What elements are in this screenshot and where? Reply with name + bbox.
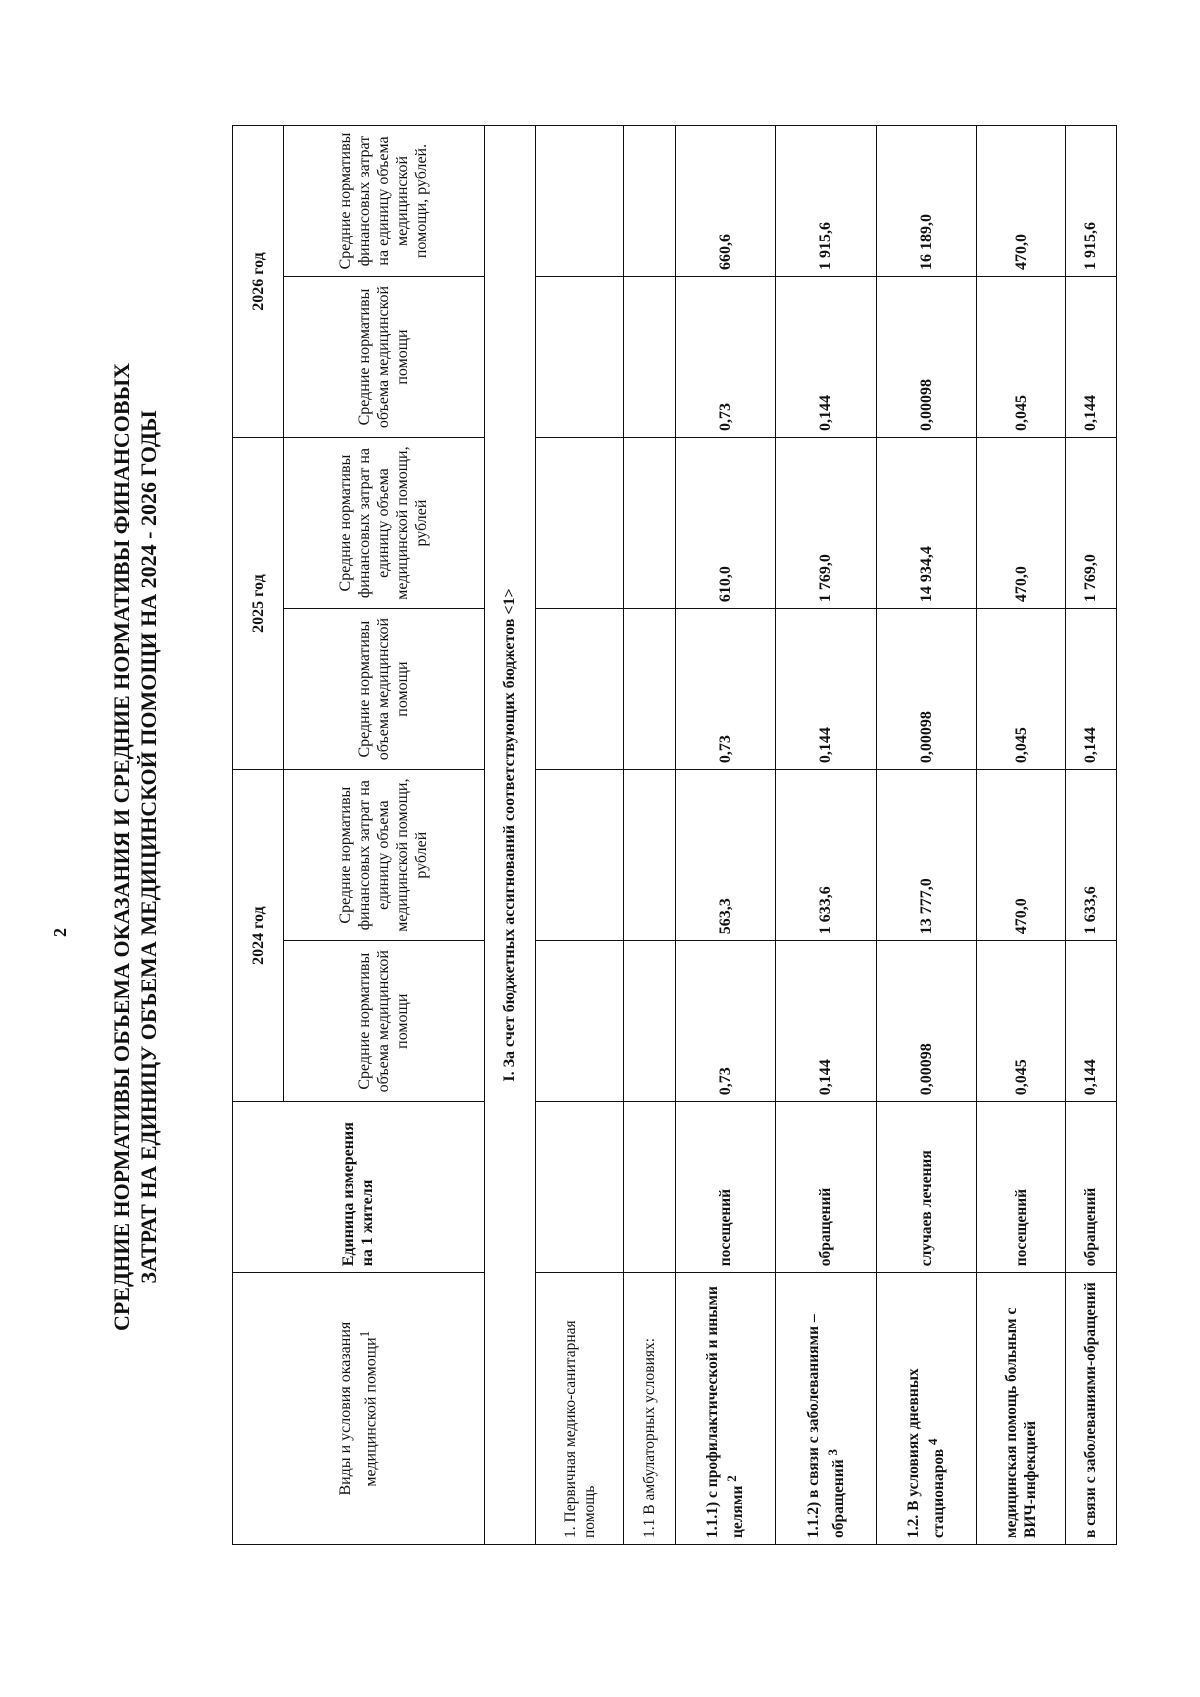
row-label (675, 1273, 776, 1545)
row-label (535, 1273, 624, 1545)
row-value: 0,144 (776, 277, 877, 438)
header-kinds (233, 1273, 485, 1545)
table-row (977, 126, 1066, 1545)
header-vol-2025: Средние нормативы объема медицинской помощи (284, 609, 485, 770)
row-value: 563,3 (675, 770, 776, 941)
header-fin-2025: Средние нормативы финансовых затрат на единицу объема медицинской помощи, рублей (284, 438, 485, 609)
row-value: 1 915,6 (776, 126, 877, 277)
row-value: 16 189,0 (876, 126, 977, 277)
row-label (776, 1273, 877, 1545)
row-value: 470,0 (977, 438, 1066, 609)
page-title (108, 177, 162, 1517)
row-value (624, 277, 675, 438)
title-line-1: СРЕДНИЕ НОРМАТИВЫ ОБЪЕМА ОКАЗАНИЯ И СРЕДНИЕ НОРМАТИВЫ ФИНАНСОВЫХ (109, 363, 134, 1332)
row-unit: обращений (776, 1102, 877, 1273)
section-title: I. За счет бюджетных ассигнований соответствующих бюджетов <1> (484, 126, 535, 1545)
row-footnote: 2 (724, 1475, 740, 1482)
header-kinds-footnote: 1 (357, 1330, 373, 1338)
row-unit: посещений (977, 1102, 1066, 1273)
row-value: 1 633,6 (776, 770, 877, 941)
row-value (535, 438, 624, 609)
row-unit (535, 1102, 624, 1273)
table-body (535, 126, 1116, 1545)
row-value: 0,00098 (876, 941, 977, 1102)
row-label (624, 1273, 675, 1545)
row-value: 0,00098 (876, 277, 977, 438)
row-value (535, 941, 624, 1102)
row-value: 0,144 (1065, 277, 1116, 438)
header-year-2024: 2024 год (233, 770, 284, 1102)
header-row-years (233, 126, 284, 1545)
row-value (624, 126, 675, 277)
header-unit: Единица измерения на 1 жителя (233, 1102, 485, 1273)
row-value: 470,0 (977, 770, 1066, 941)
header-fin-2024: Средние нормативы финансовых затрат на единицу объема медицинской помощи, рублей (284, 770, 485, 941)
row-value: 0,144 (776, 609, 877, 770)
row-value: 1 769,0 (1065, 438, 1116, 609)
row-unit: обращений (1065, 1102, 1116, 1273)
row-value: 0,144 (776, 941, 877, 1102)
row-label (1065, 1273, 1116, 1545)
header-vol-2024: Средние нормативы объема медицинской помощи (284, 941, 485, 1102)
row-label-text: 1.1 В амбулаторных условиях: (640, 1337, 658, 1538)
header-year-2026: 2026 год (233, 126, 284, 438)
row-value: 1 769,0 (776, 438, 877, 609)
row-footnote: 4 (925, 1438, 941, 1446)
row-value (624, 941, 675, 1102)
row-label-text: 1.2. В условиях дневных стационаров (905, 1368, 948, 1538)
row-value: 0,73 (675, 941, 776, 1102)
row-label-text: в связи с заболеваниями-обращений (1082, 1282, 1100, 1538)
row-value (535, 770, 624, 941)
table-row (876, 126, 977, 1545)
row-value: 0,73 (675, 609, 776, 770)
table-row (535, 126, 624, 1545)
row-label-text: 1.1.1) с профилактической и иными целями (704, 1286, 747, 1538)
table-row (675, 126, 776, 1545)
row-value: 0,144 (1065, 609, 1116, 770)
row-label-text: 1.1.2) в связи с заболеваниями – обращений (804, 1314, 847, 1538)
row-value: 14 934,4 (876, 438, 977, 609)
row-value: 13 777,0 (876, 770, 977, 941)
row-value: 0,144 (1065, 941, 1116, 1102)
row-value (535, 277, 624, 438)
row-value: 0,045 (977, 609, 1066, 770)
header-kinds-text: Виды и условия оказания медицинской помощи (337, 1321, 380, 1496)
section-row (484, 126, 535, 1545)
row-value (624, 609, 675, 770)
row-value: 0,73 (675, 277, 776, 438)
header-fin-2026: Средние нормативы финансовых затрат на единицу объема медицинской помощи, рублей. (284, 126, 485, 277)
row-label-text: медицинская помощь больным с ВИЧ-инфекцией (1003, 1307, 1040, 1538)
row-label (977, 1273, 1066, 1545)
row-value (624, 438, 675, 609)
row-value (535, 609, 624, 770)
row-value: 0,00098 (876, 609, 977, 770)
row-value: 1 633,6 (1065, 770, 1116, 941)
row-value (624, 770, 675, 941)
row-footnote: 3 (824, 1449, 840, 1456)
header-vol-2026: Средние нормативы объема медицинской помощи (284, 277, 485, 438)
page-number: 2 (50, 928, 70, 937)
row-label-text: 1. Первичная медико-санитарная помощь (561, 1320, 598, 1538)
row-value: 610,0 (675, 438, 776, 609)
row-value: 470,0 (977, 126, 1066, 277)
row-unit: случаев лечения (876, 1102, 977, 1273)
row-value: 0,045 (977, 941, 1066, 1102)
table-row (1065, 126, 1116, 1545)
norms-table (232, 125, 1117, 1545)
row-value (535, 126, 624, 277)
title-line-2: ЗАТРАТ НА ЕДИНИЦУ ОБЪЕМА МЕДИЦИНСКОЙ ПОМОЩИ НА 2024 - 2026 ГОДЫ (136, 410, 161, 1284)
row-value: 1 915,6 (1065, 126, 1116, 277)
row-unit (624, 1102, 675, 1273)
row-unit: посещений (675, 1102, 776, 1273)
row-value: 660,6 (675, 126, 776, 277)
header-year-2025: 2025 год (233, 438, 284, 770)
table-row (776, 126, 877, 1545)
row-value: 0,045 (977, 277, 1066, 438)
table-row (624, 126, 675, 1545)
row-label (876, 1273, 977, 1545)
